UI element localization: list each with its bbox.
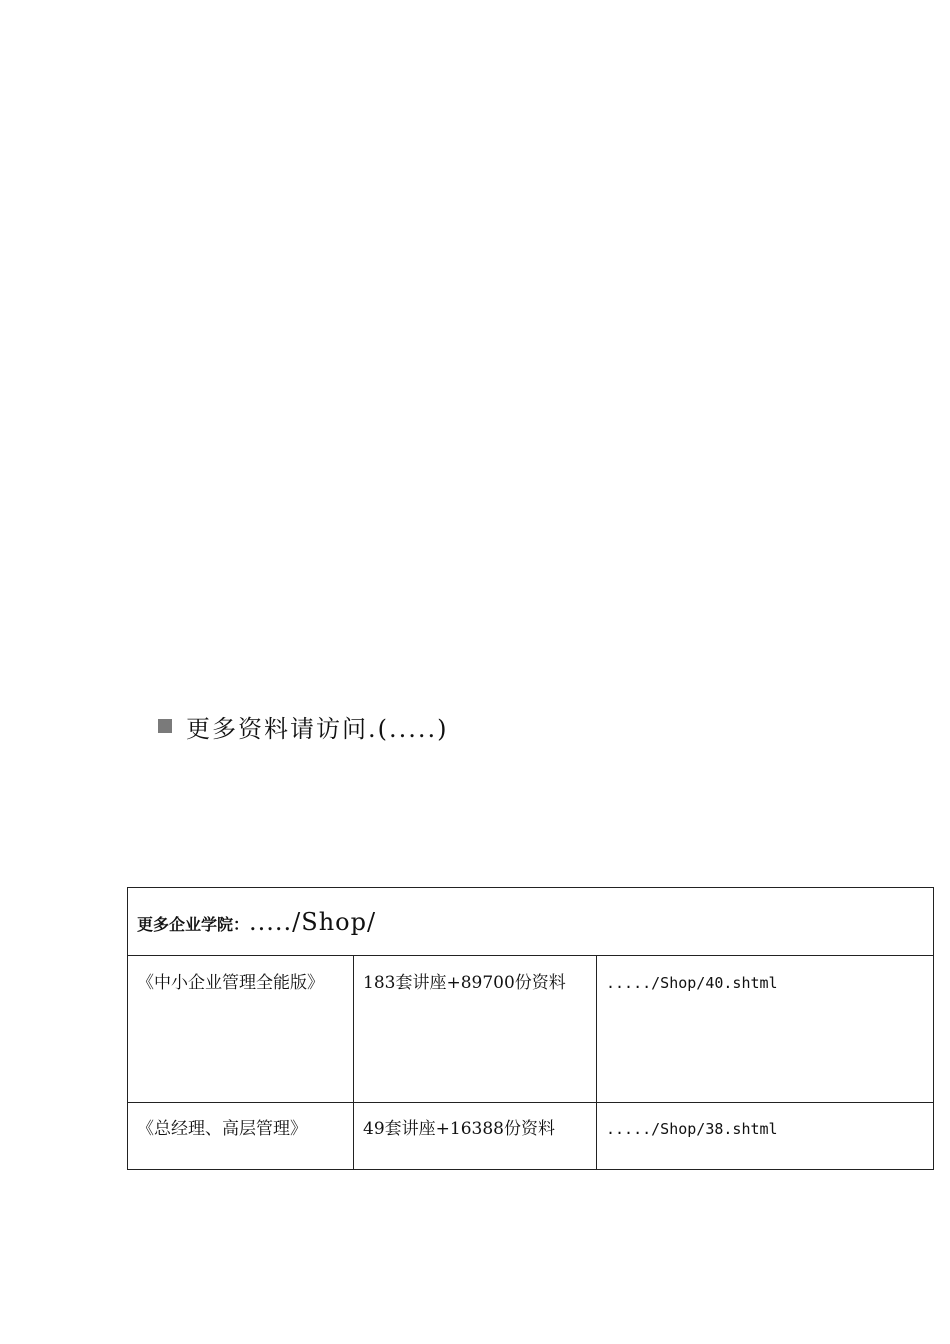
row-title: 《中小企业管理全能版》	[137, 973, 324, 993]
bullet-square-icon	[158, 719, 172, 733]
row-content-cell	[354, 956, 597, 1103]
table-row	[128, 1103, 934, 1170]
row-content-cell	[354, 1103, 597, 1170]
more-info-line	[158, 708, 449, 744]
header-label: 更多企业学院：	[137, 914, 250, 934]
row-link-cell	[597, 956, 934, 1103]
row-title-cell	[128, 956, 354, 1103]
enterprise-academy-table	[127, 887, 934, 1170]
row-content: 183套讲座+89700份资料	[363, 973, 566, 993]
row-title: 《总经理、高层管理》	[137, 1119, 307, 1139]
row-content: 49套讲座+16388份资料	[363, 1119, 555, 1139]
more-info-text: 更多资料请访问.(.....)	[186, 714, 449, 743]
row-title-cell	[128, 1103, 354, 1170]
row-link-cell	[597, 1103, 934, 1170]
row-link[interactable]: ...../Shop/40.shtml	[606, 974, 778, 992]
header-link[interactable]: ...../Shop/	[249, 907, 377, 936]
row-link[interactable]: ...../Shop/38.shtml	[606, 1120, 778, 1138]
table-row	[128, 956, 934, 1103]
